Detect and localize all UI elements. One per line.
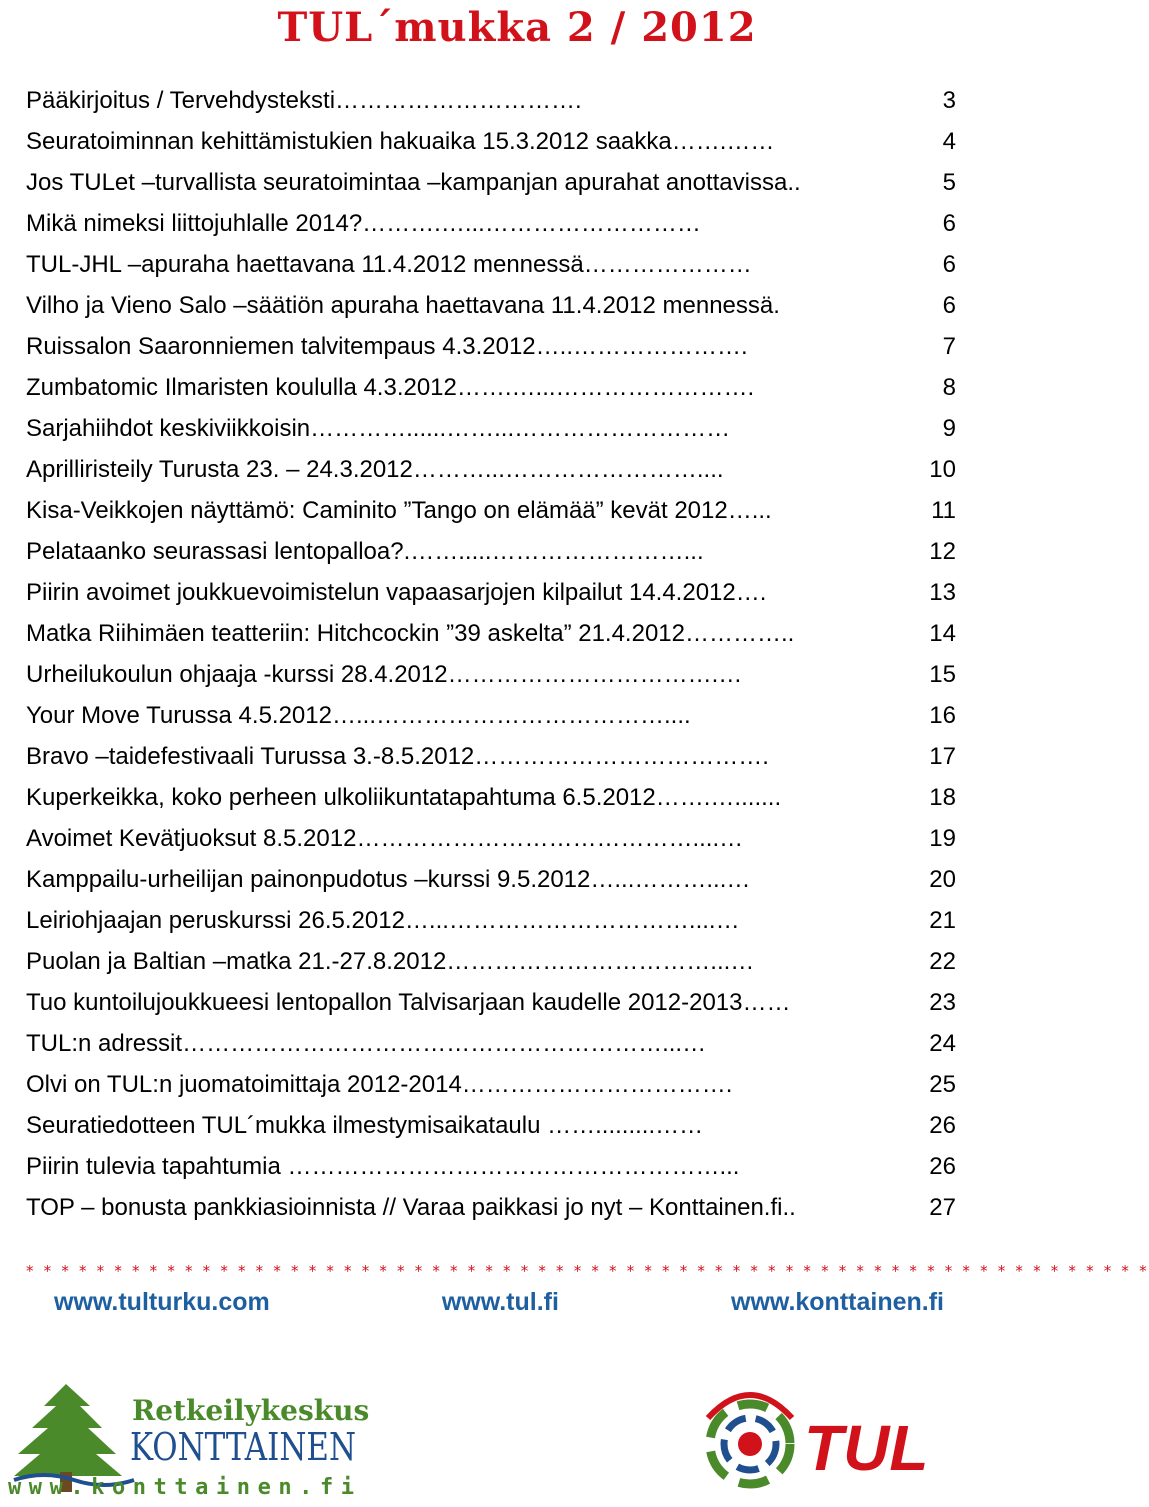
toc-entry[interactable]	[26, 367, 956, 408]
toc-entry-title: Tuo kuntoilujoukkueesi lentopallon Talvisarjaan kaudelle 2012-2013	[26, 989, 743, 1016]
toc-entry-title: Avoimet Kevätjuoksut 8.5.2012	[26, 825, 357, 852]
toc-entry-page: 10	[929, 456, 956, 483]
toc-entry-page: 14	[929, 620, 956, 647]
toc-entry-title: Aprilliristeily Turusta 23. – 24.3.2012	[26, 456, 413, 483]
toc-entry[interactable]	[26, 613, 956, 654]
tul-swirl-icon	[708, 1395, 792, 1484]
toc-entry-leader: ..	[787, 169, 801, 196]
toc-entry-page: 15	[929, 661, 956, 688]
toc-entry-title: Seuratoiminnan kehittämistukien hakuaika 15.3.2012 saakka	[26, 128, 672, 155]
toc-entry-page: 27	[929, 1194, 956, 1221]
toc-entry-page: 26	[929, 1112, 956, 1139]
tul-logo	[700, 1378, 956, 1502]
toc-entry[interactable]	[26, 818, 956, 859]
page-title: TUL´mukka 2 / 2012	[277, 4, 757, 51]
toc-entry-title: TOP – bonusta pankkiasioinnista // Varaa paikkasi jo nyt – Konttainen.fi	[26, 1194, 783, 1221]
konttainen-line1: Retkeilykeskus	[132, 1394, 370, 1427]
toc-entry[interactable]	[26, 285, 956, 326]
toc-entry-page: 6	[942, 251, 956, 278]
toc-entry[interactable]	[26, 1146, 956, 1187]
toc-entry[interactable]	[26, 736, 956, 777]
toc-entry-page: 5	[942, 169, 956, 196]
toc-entry-title: Sarjahiihdot keskiviikkoisin	[26, 415, 311, 442]
toc-entry-leader: …….…...…………………….	[456, 374, 755, 401]
toc-entry-page: 17	[929, 743, 956, 770]
toc-entry[interactable]	[26, 859, 956, 900]
toc-entry-title: Bravo –taidefestivaali Turussa 3.-8.5.2012	[26, 743, 475, 770]
toc-entry-page: 3	[942, 87, 956, 114]
toc-entry-title: Pelataanko seurassasi lentopalloa?	[26, 538, 404, 565]
toc-entry[interactable]	[26, 408, 956, 449]
toc-entry-leader: …..………………….	[535, 333, 748, 360]
toc-entry-page: 24	[929, 1030, 956, 1057]
toc-entry-title: Urheilukoulun ohjaaja -kurssi 28.4.2012	[26, 661, 448, 688]
toc-entry-page: 19	[929, 825, 956, 852]
toc-entry-leader: …………..	[685, 620, 795, 647]
toc-entry-leader: ……	[742, 989, 791, 1016]
toc-entry-leader: ………...……………………....	[412, 456, 724, 483]
toc-entry-title: Pääkirjoitus / Tervehdysteksti	[26, 87, 336, 114]
toc-entry-title: TUL:n adressit	[26, 1030, 183, 1057]
link-konttainen[interactable]: www.konttainen.fi	[731, 1288, 944, 1316]
toc-entry-leader: .…….....……………………...	[403, 538, 704, 565]
toc-entry-page: 11	[931, 497, 956, 524]
toc-entry-page: 7	[942, 333, 956, 360]
toc-entry[interactable]	[26, 162, 956, 203]
toc-entry-leader: ……….…...………………………	[362, 210, 701, 237]
toc-entry-page: 9	[942, 415, 956, 442]
toc-entry-leader: ..	[782, 1194, 796, 1221]
toc-entry-page: 25	[929, 1071, 956, 1098]
toc-entry[interactable]	[26, 1023, 956, 1064]
toc-entry-title: Ruissalon Saaronniemen talvitempaus 4.3.2012	[26, 333, 536, 360]
toc-entry-page: 8	[942, 374, 956, 401]
toc-entry-title: Zumbatomic Ilmaristen koululla 4.3.2012	[26, 374, 457, 401]
toc-entry[interactable]	[26, 982, 956, 1023]
toc-entry-leader: ………………………………………………...	[287, 1153, 740, 1180]
toc-entry-leader: ……………………………….	[474, 743, 769, 770]
toc-entry-title: Vilho ja Vieno Salo –säätiön apuraha haettavana 11.4.2012 mennessä	[26, 292, 774, 319]
toc-entry-title: Puolan ja Baltian –matka 21.-27.8.2012	[26, 948, 447, 975]
toc-entry[interactable]	[26, 695, 956, 736]
toc-entry-title: Olvi on TUL:n juomatoimittaja 2012-2014	[26, 1071, 462, 1098]
toc-entry-leader: …………………	[583, 251, 752, 278]
toc-entry[interactable]	[26, 572, 956, 613]
toc-entry[interactable]	[26, 777, 956, 818]
konttainen-line2: KONTTAINEN	[130, 1425, 356, 1469]
konttainen-url: www.konttainen.fi	[8, 1475, 354, 1500]
toc-entry[interactable]	[26, 490, 956, 531]
toc-entry[interactable]	[26, 1064, 956, 1105]
toc-entry-leader: .	[773, 292, 780, 319]
toc-entry-leader: …….….......	[655, 784, 782, 811]
toc-entry-leader: ………………………….	[335, 87, 582, 114]
toc-entry-leader: ……………………………………....…	[356, 825, 744, 852]
toc-entry-leader: …...	[727, 497, 772, 524]
toc-entry-page: 16	[929, 702, 956, 729]
toc-entry[interactable]	[26, 941, 956, 982]
toc-entry[interactable]	[26, 203, 956, 244]
toc-entry-title: Your Move Turussa 4.5.2012	[26, 702, 332, 729]
toc-entry-leader: …...………...…	[590, 866, 751, 893]
toc-entry-title: Piirin avoimet joukkuevoimistelun vapaasarjojen kilpailut 14.4.2012	[26, 579, 736, 606]
toc-entry-title: Mikä nimeksi liittojuhlalle 2014?	[26, 210, 363, 237]
toc-entry[interactable]	[26, 121, 956, 162]
toc-entry-page: 4	[942, 128, 956, 155]
toc-entry-page: 12	[929, 538, 956, 565]
toc-entry-title: Kamppailu-urheilijan painonpudotus –kurssi 9.5.2012	[26, 866, 591, 893]
toc-entry-leader: …………………………….	[461, 1071, 733, 1098]
toc-entry-leader: ……………………………………………………...…	[182, 1030, 707, 1057]
footer-links	[54, 1288, 944, 1317]
toc-entry-leader: …………………………….…	[447, 661, 743, 688]
toc-entry-title: TUL-JHL –apuraha haettavana 11.4.2012 mennessä	[26, 251, 584, 278]
toc-entry-title: Leiriohjaajan peruskurssi 26.5.2012	[26, 907, 405, 934]
toc-entry-title: Kuperkeikka, koko perheen ulkoliikuntatapahtuma 6.5.2012	[26, 784, 656, 811]
toc-entry[interactable]	[26, 654, 956, 695]
toc-entry-page: 21	[929, 907, 956, 934]
toc-entry-page: 13	[929, 579, 956, 606]
toc-entry-leader: …….……	[671, 128, 775, 155]
toc-entry[interactable]	[26, 326, 956, 367]
toc-entry[interactable]	[26, 449, 956, 490]
toc-entry-leader: …...…………………………....…	[404, 907, 740, 934]
table-of-contents	[26, 80, 956, 1228]
toc-entry-leader: …...………………………………....	[331, 702, 691, 729]
toc-entry-leader: …….........……	[547, 1112, 704, 1139]
toc-entry-title: Kisa-Veikkojen näyttämö: Caminito ”Tango on elämää” kevät 2012	[26, 497, 728, 524]
toc-entry[interactable]	[26, 531, 956, 572]
toc-entry-page: 6	[942, 210, 956, 237]
toc-entry-page: 18	[929, 784, 956, 811]
toc-entry-title: Jos TULet –turvallista seuratoimintaa –kampanjan apurahat anottavissa	[26, 169, 788, 196]
toc-entry-page: 20	[929, 866, 956, 893]
toc-entry[interactable]	[26, 900, 956, 941]
toc-entry[interactable]	[26, 1105, 956, 1146]
toc-entry[interactable]	[26, 1187, 956, 1228]
link-tul[interactable]: www.tul.fi	[441, 1288, 559, 1316]
tul-text: TUL	[804, 1412, 929, 1484]
toc-entry-page: 26	[929, 1153, 956, 1180]
toc-entry-page: 22	[929, 948, 956, 975]
toc-entry-page: 6	[942, 292, 956, 319]
toc-entry-leader: …………......……...………………………	[310, 415, 731, 442]
toc-entry-title: Seuratiedotteen TUL´mukka ilmestymisaikataulu	[26, 1112, 548, 1139]
toc-entry-leader: ….	[735, 579, 767, 606]
toc-entry-title: Matka Riihimäen teatteriin: Hitchcockin ”39 askelta” 21.4.2012	[26, 620, 685, 647]
toc-entry[interactable]	[26, 244, 956, 285]
star-separator: * * * * * * * * * * * * * * * * * * * * * * * * * * * * * * * * * * * * * * * * * * * * * * * * * * * * * * * * * * * * * * * *	[26, 1262, 1149, 1280]
toc-entry-title: Piirin tulevia tapahtumia	[26, 1153, 288, 1180]
toc-entry-leader: ……………………………...…	[446, 948, 755, 975]
link-tulturku[interactable]: www.tulturku.com	[54, 1288, 270, 1316]
toc-entry-page: 23	[929, 989, 956, 1016]
konttainen-logo	[4, 1376, 370, 1500]
toc-entry[interactable]	[26, 80, 956, 121]
